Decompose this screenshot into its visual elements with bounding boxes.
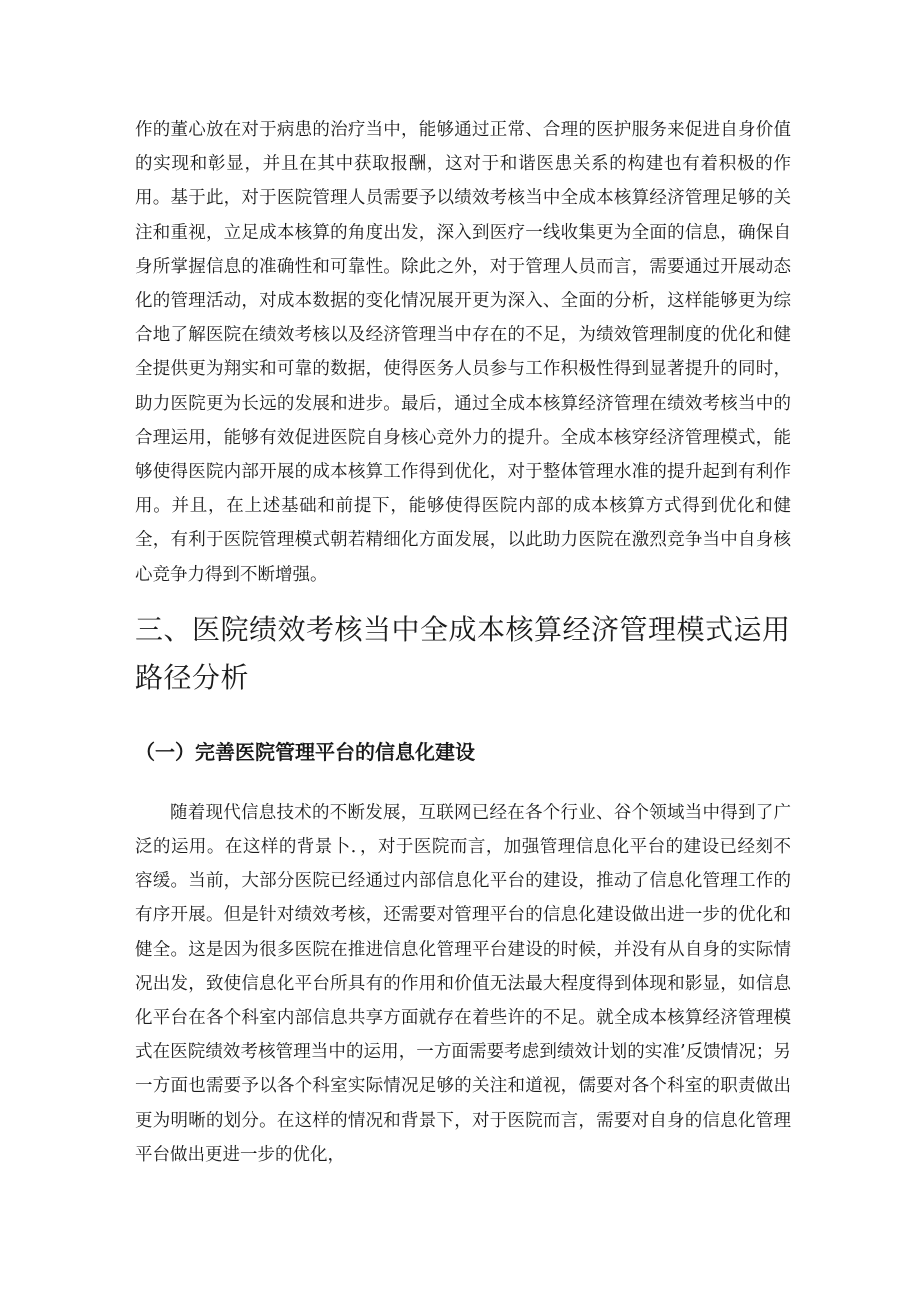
document-page bbox=[135, 113, 791, 1172]
body-paragraph: 作的董心放在对于病患的治疗当中，能够通过正常、合理的医护服务来促进自身价值的实现和彰显，并且在其中获取报酬，这对于和谐医患关系的构建也有着积极的作用。基于此，对于医院管理人员需要予以绩效考核当中全成本核算经济管理足够的关注和重视，立足成本核算的角度出发，深入到医疗一线收集更为全面的信息，确保自身所掌握信息的准确性和可靠性。除此之外，对于管理人员而言，需要通过开展动态化的管理活动，对成本数据的变化情况展开更为深入、全面的分析，这样能够更为综合地了解医院在绩效考核以及经济管理当中存在的不足，为绩效管理制度的优化和健全提供更为翔实和可靠的数据，使得医务人员参与工作积极性得到显著提升的同时，助力医院更为长远的发展和进步。最后，通过全成本核算经济管理在绩效考核当中的合理运用，能够有效促进医院自身核心竞外力的提升。全成本核穿经济管理模式，能够使得医院内部开展的成本核算工作得到优化，对于整体管理水准的提升起到有利作用。并且，在上述基础和前提下，能够使得医院内部的成本核算方式得到优化和健全，有利于医院管理模式朝若精细化方面发展，以此助力医院在激烈竞争当中自身核心竞争力得到不断增强。 bbox=[135, 120, 791, 585]
subsection-heading: （一）完善医院管理平台的信息化建设 bbox=[135, 739, 475, 764]
section-heading: 三、医院绩效考核当中全成本核算经济管理模式运用路径分析 bbox=[135, 612, 791, 694]
body-paragraph: 随着现代信息技术的不断发展，互联网已经在各个行业、谷个领域当中得到了广泛的运用。在这样的背景卜．，对于医院而言，加强管理信息化平台的建设已经刻不容缓。当前，大部分医院已经通过内部信息化平台的建设，推动了信息化管理工作的有序开展。但是针对绩效考核，还需要对管理平台的信息化建设做出进一步的优化和健全。这是因为很多医院在推进信息化管理平台建设的时候，并没有从自身的实际情况出发，致使信息化平台所具有的作用和价值无法最大程度得到体现和影显，如信息化平台在各个科室内部信息共享方面就存在着些许的不足。就全成本核算经济管理模式在医院绩效考核管理当中的运用，一方面需要考虑到绩效计划的实准’反馈情况；另一方面也需要予以各个科室实际情况足够的关注和道视，儒要对各个科室的职责做出更为明晰的划分。在这样的情况和背景下，对于医院而言，需要对自身的信息化管理平台做出更进一步的优化， bbox=[135, 802, 791, 1165]
